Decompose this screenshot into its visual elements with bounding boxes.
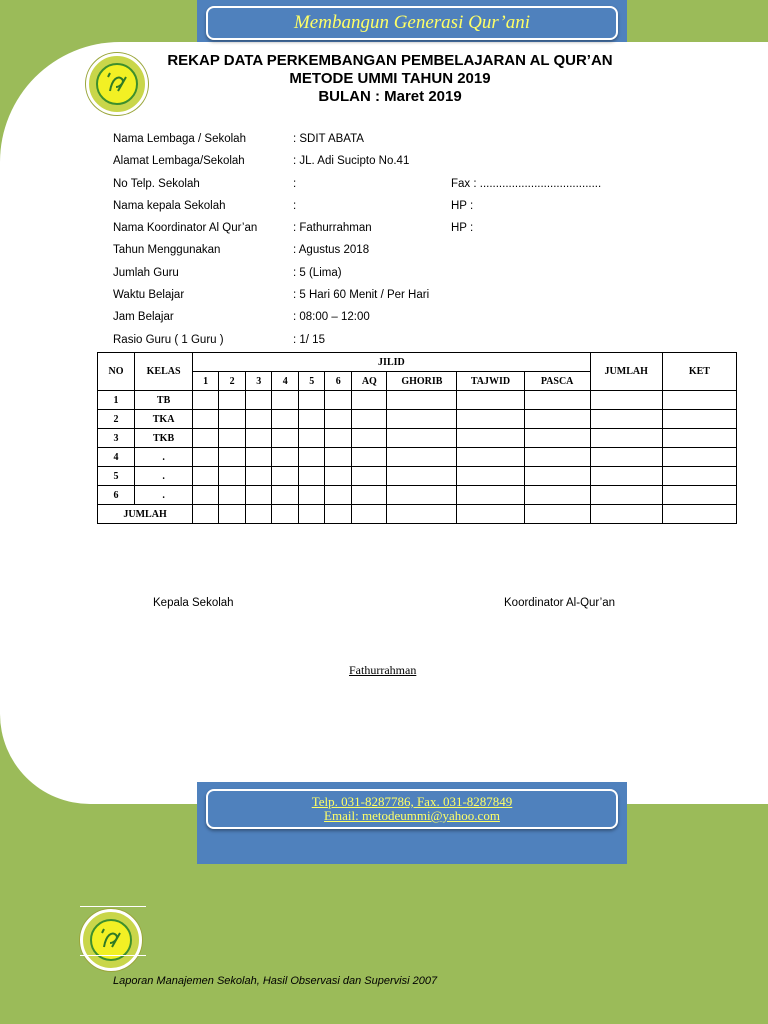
sub-header: 3	[246, 372, 272, 391]
info-value: : Fathurrahman	[293, 222, 372, 235]
contact-phone[interactable]: Telp. 031-8287786, Fax. 031-8287849	[311, 794, 513, 809]
table-row	[98, 467, 737, 486]
info-label: Nama Koordinator Al Qur’an	[113, 222, 258, 235]
info-label: Jumlah Guru	[113, 266, 179, 279]
row-no: 1	[98, 391, 135, 410]
header-tagline: Membangun Generasi Qur’ani	[293, 12, 531, 33]
row-no: 4	[98, 448, 135, 467]
sub-header: AQ	[352, 372, 387, 391]
row-kelas: .	[135, 486, 193, 505]
row-kelas: TKB	[135, 429, 193, 448]
row-no: 5	[98, 467, 135, 486]
info-value: : 5 Hari 60 Menit / Per Hari	[293, 289, 430, 302]
title-line-3: BULAN : Maret 2019	[318, 88, 462, 105]
total-label: JUMLAH	[98, 505, 193, 524]
divider	[80, 955, 146, 956]
info-extra: Fax : ......................................	[451, 177, 602, 190]
table-row	[98, 391, 737, 410]
sub-header: 1	[193, 372, 219, 391]
sub-header: 5	[299, 372, 325, 391]
info-value: :	[293, 199, 297, 212]
contact-banner	[206, 789, 618, 829]
row-kelas: .	[135, 448, 193, 467]
title-line-1: REKAP DATA PERKEMBANGAN PEMBELAJARAN AL QUR’AN	[167, 52, 613, 69]
col-ket-header: KET	[662, 353, 736, 391]
sub-header: GHORIB	[387, 372, 457, 391]
table-row	[98, 410, 737, 429]
ummi-logo-footer-icon	[80, 909, 142, 971]
sub-header: PASCA	[524, 372, 590, 391]
col-kelas-header: KELAS	[135, 353, 193, 391]
table-total-row	[98, 505, 737, 524]
info-label: Waktu Belajar	[113, 289, 185, 302]
info-extra: HP :	[451, 199, 474, 212]
signatory-name: Fathurrahman	[349, 663, 417, 677]
info-label: Nama kepala Sekolah	[113, 199, 226, 212]
info-label: Rasio Guru ( 1 Guru )	[113, 333, 224, 346]
row-no: 6	[98, 486, 135, 505]
info-value: : JL. Adi Sucipto No.41	[293, 155, 410, 168]
col-jilid-header: JILID	[193, 353, 591, 372]
info-label: Tahun Menggunakan	[113, 244, 221, 257]
row-kelas: .	[135, 467, 193, 486]
sub-header: 2	[219, 372, 246, 391]
info-value: : 1/ 15	[293, 333, 325, 346]
row-no: 2	[98, 410, 135, 429]
table-row	[98, 429, 737, 448]
info-value: : Agustus 2018	[293, 244, 370, 257]
info-label: Jam Belajar	[113, 311, 174, 324]
info-value: : 08:00 – 12:00	[293, 311, 370, 324]
info-extra: HP :	[451, 222, 474, 235]
info-value: :	[293, 177, 297, 190]
sub-header: 4	[272, 372, 299, 391]
info-label: Nama Lembaga / Sekolah	[113, 133, 246, 145]
sub-header: TAJWID	[457, 372, 524, 391]
col-no-header: NO	[98, 353, 135, 391]
table-row	[98, 486, 737, 505]
row-kelas: TB	[135, 391, 193, 410]
header-banner	[206, 6, 618, 40]
koordinator-title: Koordinator Al-Qur’an	[504, 597, 616, 609]
divider	[80, 906, 146, 907]
calligraphy-icon	[92, 921, 130, 959]
kepala-sekolah-title: Kepala Sekolah	[153, 597, 234, 609]
rekap-table	[97, 352, 737, 524]
info-value: : 5 (Lima)	[293, 266, 342, 279]
contact-email[interactable]: Email: metodeummi@yahoo.com	[324, 808, 500, 823]
info-label: No Telp. Sekolah	[113, 177, 200, 190]
info-value: : SDIT ABATA	[293, 133, 364, 145]
row-no: 3	[98, 429, 135, 448]
table-header-row	[98, 353, 737, 372]
title-line-2: METODE UMMI TAHUN 2019	[289, 70, 491, 87]
row-kelas: TKA	[135, 410, 193, 429]
info-label: Alamat Lembaga/Sekolah	[113, 155, 245, 168]
col-jumlah-header: JUMLAH	[590, 353, 662, 391]
table-row	[98, 448, 737, 467]
sub-header: 6	[325, 372, 352, 391]
document-title	[100, 52, 680, 106]
footer-text: Laporan Manajemen Sekolah, Hasil Observasi dan Supervisi 2007	[113, 975, 438, 987]
